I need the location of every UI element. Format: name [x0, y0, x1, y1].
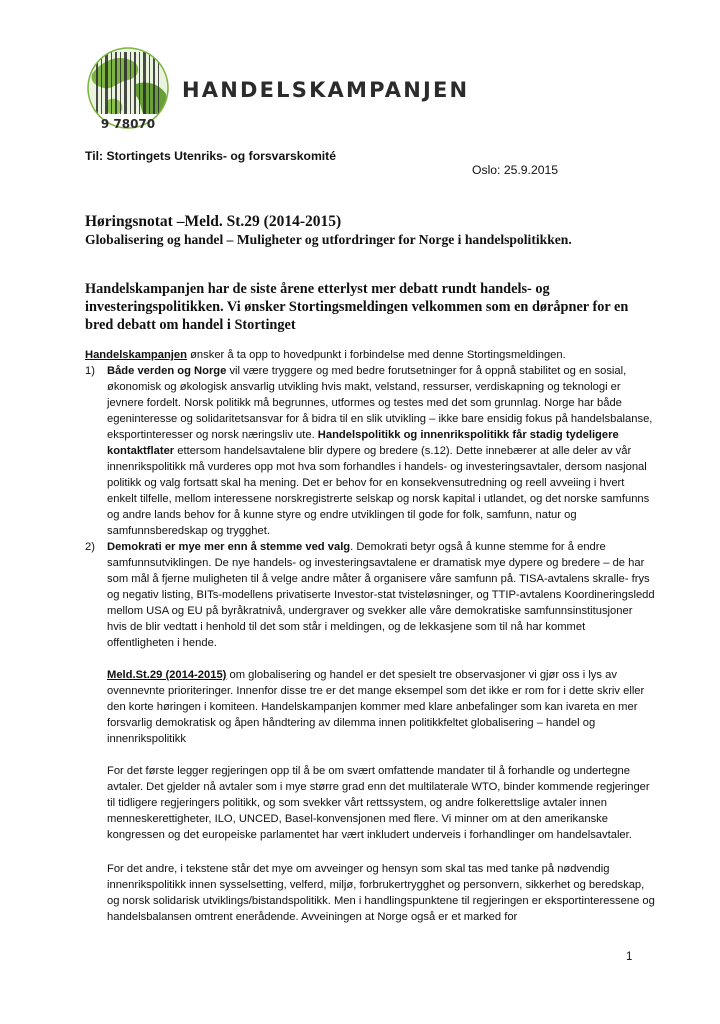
barcode-number: 9 78070	[100, 117, 156, 131]
list-item	[85, 539, 655, 651]
intro-text: ønsker å ta opp to hovedpunkt i forbindelse med denne Stortingsmeldingen.	[186, 349, 566, 361]
org-name: Handelskampanjen	[85, 349, 187, 361]
addressee: Til: Stortingets Utenriks- og forsvarskomité	[85, 149, 337, 163]
meld-paragraph	[107, 667, 655, 747]
document-subtitle: Globalisering og handel – Muligheter og utfordringer for Norge i handelspolitikken.	[85, 232, 572, 247]
point-text: ettersom handelsavtalene blir dypere og bredere (s.12). Dette innebærer at alle deler av vår innenrikspolitikk må vurderes opp mot hva som forhandles i handels- og investeringsavtaler, dersom nasjonal politikk og valg fortsatt skal ha mening. Det er behov for en konsekvensutredning og reell avveiing i hvert enkelt tilfelle, mellom interessene norskregistrerte selskap og norsk kapital i utlandet, og det norske samfunns og andre lands behov for å kunne styre og endre utviklingen til gode for folk, samfunn, natur og samfunnsberedskap og trygghet.	[107, 445, 650, 537]
main-points-list	[85, 363, 655, 651]
intro-paragraph	[85, 347, 655, 363]
point-heading: Både verden og Norge	[107, 365, 227, 377]
first-observation-paragraph: For det første legger regjeringen opp til å be om svært omfattende mandater til å forhandle og undertegne avtaler. Det gjelder nå avtaler som i mye større grad enn det multilaterale WTO, binder kommende regjeringer til tidligere regjeringers politikk, og som svekker vårt rettssystem, og andre folkerettslige avtaler innen menneskerettigheter, ILO, UNCED, Basel-konvensjonen med flere. Vi minner om at den amerikanske kongressen og det europeiske parlamentet har vært inkludert underveis i forhandlinger om handelsavtaler.	[107, 765, 650, 841]
list-number: 2)	[85, 541, 95, 553]
point-heading: Demokrati er mye mer enn å stemme ved valg	[107, 541, 351, 553]
page-number: 1	[626, 951, 633, 963]
meld-reference: Meld.St.29 (2014-2015)	[107, 669, 227, 681]
logo-name: HANDELSKAMPANJEN	[182, 78, 470, 102]
point-emphasis: Handelspolitikk og innenrikspolitikk får stadig tydeligere kontaktflater	[107, 429, 619, 457]
list-item	[85, 363, 655, 539]
second-observation-paragraph: For det andre, i tekstene står det mye om avveinger og hensyn som skal tas med tanke på nødvendig innenrikspolitikk innen sysselsetting, velferd, miljø, forbrukertrygghet og personvern, sikkerhet og beredskap, og norsk solidarisk utviklings/bistandspolitikk. Men i handlingspunktene til regjeringen er eksportinteressene og handelsbalansen omtrent enerådende. Avveiningen at Norge også er et marked for	[107, 863, 655, 923]
document-title: Høringsnotat –Meld. St.29 (2014-2015)	[85, 213, 342, 230]
point-text: . Demokrati betyr også å kunne stemme for å endre samfunnsutviklingen. De nye handels- og investeringsavtalene er dramatisk mye dypere og bredere – de har som mål å fjerne muligheten til å velge andre måter å organisere våre samfunn på. TISA-avtalens skralle- frys og negativ listing, BITs-modellens privatiserte Investor-stat tvisteløsninger, og TTIP-avtalens Koordineringsledd mellom USA og EU på byråkratnivå, undergraver og svekker alle våre demokratiske samfunnsinstitusjoner hvis de blir vedtatt i henhold til det som står i meldingen, og de lekkasjene som til nå har kommet offentligheten i hende.	[107, 541, 655, 649]
point-text: vil være tryggere og med bedre forutsetninger for å oppnå stabilitet og en sosial, økonomisk og økologisk ansvarlig utvikling hvis makt, velstand, ressurser, verdiskapning og teknologi er jevnere fordelt. Norsk politikk må begrunnes, utformes og testes med det som grunnlag. Norge har både egeninteresse og solidaritetsansvar for å bidra til en slik utvikling – ikke bare ensidig fokus på handelsbalanse, eksportinteresser og norsk næringsliv ute.	[107, 365, 653, 441]
logo	[82, 44, 470, 134]
lead-paragraph: Handelskampanjen har de siste årene etterlyst mer debatt rundt handels- og investeringspolitikken. Vi ønsker Stortingsmeldingen velkommen som en døråpner for en bred debatt om handel i Stortinget	[85, 281, 629, 333]
globe-barcode-icon	[82, 44, 174, 136]
meld-text: om globalisering og handel er det spesielt tre observasjoner vi gjør oss i lys av ovennevnte prioriteringer. Innenfor disse tre er det mange eksempel som det ikke er rom for i dette skriv eller den korte høringen i komiteen. Handelskampanjen kommer med klare anbefalinger som kan ivareta en mer forsvarlig demokratisk og åpen håndtering av dilemma innen politikkfeltet globalisering – handel og innenrikspolitikk	[107, 669, 645, 745]
list-number: 1)	[85, 365, 95, 377]
place-date: Oslo: 25.9.2015	[472, 163, 559, 177]
